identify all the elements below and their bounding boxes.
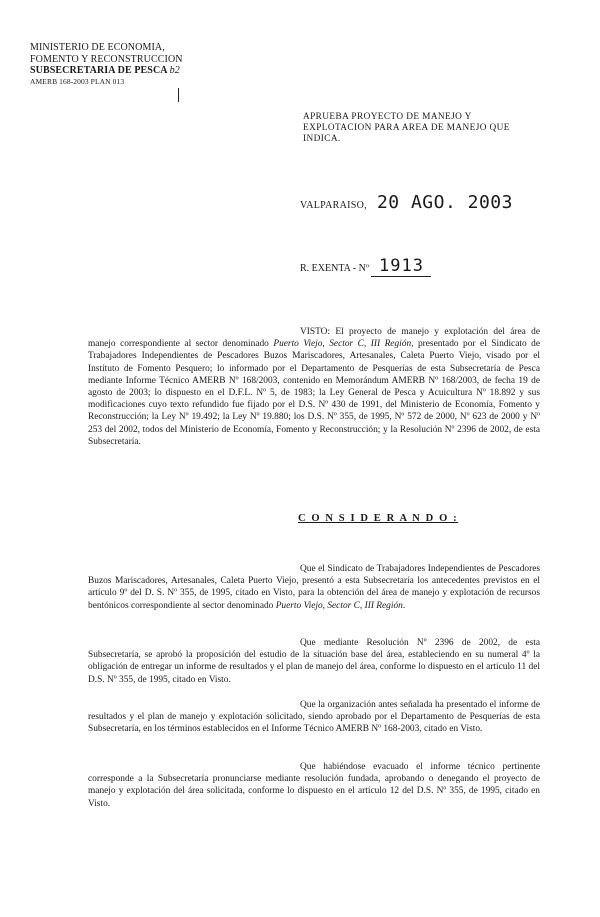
pen-mark <box>178 88 179 102</box>
considerando-paragraph <box>88 637 540 686</box>
handwritten-mark: b2 <box>169 65 180 76</box>
considerando-text: Que habiéndose evacuado el informe técnico pertinente corresponde a la Subsecretaría pronunciarse mediante resolución fundada, aprobando o denegando el proyecto de manejo y explotación del área solicitada, conforme lo dispuesto en el artículo 12 del D.S. Nº 355, de 1995, citado en Visto. <box>88 762 540 809</box>
reference-line: AMERB 168-2003 PLAN 013 <box>30 76 125 86</box>
considerando-heading: C O N S I D E R A N D O : <box>298 513 459 524</box>
visto-text-2: , presentado por el Sindicato de Trabajadores Independientes de Pescadores Buzos Mariscadores, Artesanales, Caleta Puerto Viejo, visado por el Instituto de Fomento Pesquero; lo informado por el Departamento de Pesquerías de esta Subsecretaría de Pesca mediante Informe Técnico AMERB Nº 168/2003, contenido en Memorándum AMERB Nº 168/2003, de fecha 19 de agosto de 2003; lo dispuesto en el D.F.L. Nº 5, de 1983; la Ley General de Pesca y Acuicultura Nº 18.892 y sus modificaciones cuyo texto refundido fue fijado por el D.S. Nº 430 de 1991, del Ministerio de Economía, Fomento y Reconstrucción; la Ley Nº 19.492; la Ley Nº 19.880; los D.S. Nº 355, de 1995, Nº 572 de 2000, Nº 623 de 2000 y Nº 253 del 2002, todos del Ministerio de Economía, Fomento y Reconstrucción; y la Resolución Nº 2396 de 2002, de esta Subsecretaría. <box>88 339 540 447</box>
considerando-text-end: . <box>402 600 406 611</box>
subsecretaria-name: SUBSECRETARIA DE PESCA <box>30 65 168 76</box>
considerando-text: Que mediante Resolución Nº 2396 de 2002, de esta Subsecretaría, se aprobó la proposición del estudio de la situación base del área, estableciendo en su numeral 4º la obligación de entregar un informe de resultados y el plan de manejo del área, conforme lo dispuesto en el artículo 11 del D.S. Nº 355, de 1995, citado en Visto. <box>88 638 540 685</box>
letterhead <box>30 42 183 86</box>
visto-text-1: VISTO: El proyecto de manejo y explotación del área de manejo correspondiente al sector denominado <box>88 327 540 350</box>
subject-text: APRUEBA PROYECTO DE MANEJO Y EXPLOTACION PARA AREA DE MANEJO QUE INDICA. <box>303 112 510 144</box>
resolution-number: 1913 <box>378 256 424 276</box>
considerando-paragraph <box>88 761 540 810</box>
ministry-line-1: MINISTERIO DE ECONOMIA, <box>30 42 165 53</box>
subsecretaria-line <box>30 65 183 77</box>
date-stamp: 20 AGO. 2003 <box>376 192 513 213</box>
dateline <box>300 192 513 213</box>
resolution-number-line <box>300 256 431 277</box>
visto-paragraph <box>88 326 540 448</box>
considerando-italic: Puerto Viejo, Sector C, III Región <box>275 600 403 611</box>
resolution-label: R. EXENTA - Nº <box>300 263 369 274</box>
resolution-number-field <box>371 256 431 277</box>
ministry-line-2: FOMENTO Y RECONSTRUCCION <box>30 53 183 65</box>
visto-sector-name: Puerto Viejo, Sector C, III Región <box>273 339 412 350</box>
considerando-text: Que el Sindicato de Trabajadores Independientes de Pescadores Buzos Mariscadores, Artesanales, Caleta Puerto Viejo, presentó a esta Subsecretaría los antecedentes previstos en el artículo 9º del D. S. Nº 355, de 1995, citado en Visto, para la obtención del área de manejo y explotación de recursos bentónicos correspondiente al sector denominado <box>88 564 540 611</box>
considerando-paragraph <box>88 563 540 612</box>
city: VALPARAISO, <box>300 200 367 211</box>
considerando-text: Que la organización antes señalada ha presentado el informe de resultados y el plan de manejo y explotación solicitado, siendo aprobado por el Departamento de Pesquerías de esta Subsecretaría, en los términos establecidos en el Informe Técnico AMERB Nº 168-2003, citado en Visto. <box>88 700 540 735</box>
considerando-paragraph <box>88 699 540 736</box>
